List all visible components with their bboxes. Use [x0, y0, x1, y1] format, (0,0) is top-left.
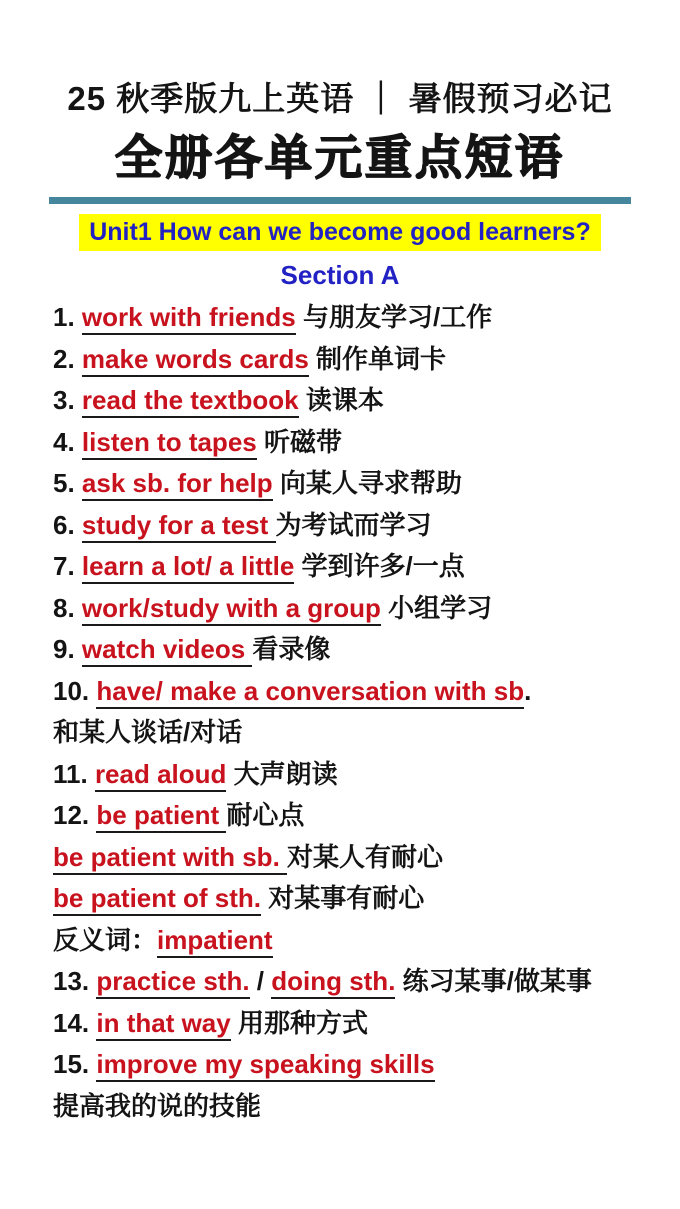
phrase-line [53, 1003, 644, 1045]
text-segment: 4. [53, 426, 82, 457]
phrase-line [53, 878, 644, 920]
english-phrase: in that way [96, 1008, 230, 1041]
text-segment: 对某事有耐心 [261, 883, 425, 913]
text-segment: 为考试而学习 [275, 509, 432, 540]
text-segment: 12. [53, 800, 97, 830]
english-phrase: impatient [157, 925, 273, 958]
phrase-line [53, 1086, 644, 1128]
phrase-line [53, 380, 644, 422]
text-segment: 7. [53, 551, 82, 581]
text-segment: 用那种方式 [230, 1007, 368, 1038]
text-segment: 和某人谈话/对话 [53, 717, 243, 747]
divider-bar [49, 197, 631, 204]
phrase-line [53, 961, 644, 1003]
text-segment: 10. [53, 675, 97, 706]
phrase-line [53, 1044, 644, 1086]
phrase-line [53, 712, 644, 754]
english-phrase: be patient [96, 800, 226, 833]
english-phrase: work with friends [82, 302, 296, 335]
phrase-line [53, 546, 644, 588]
phrase-line [53, 671, 644, 713]
phrase-line [53, 422, 644, 464]
english-phrase: study for a test [82, 510, 276, 543]
phrase-line [53, 588, 644, 630]
english-phrase: read aloud [95, 759, 226, 792]
english-phrase: watch videos [82, 634, 253, 667]
section-heading: Section A [280, 260, 400, 290]
text-segment: 3. [53, 385, 82, 415]
text-segment: 15. [53, 1049, 97, 1079]
phrase-line [53, 837, 644, 879]
english-phrase: read the textbook [82, 385, 299, 418]
text-segment: . [524, 675, 532, 706]
phrase-line [53, 920, 644, 962]
english-phrase: listen to tapes [82, 427, 257, 460]
phrase-line [53, 339, 644, 381]
unit-heading-row [0, 214, 680, 252]
english-phrase: make words cards [82, 344, 309, 377]
text-segment: 听磁带 [256, 426, 342, 457]
unit-heading: Unit1 How can we become good learners? [79, 214, 601, 251]
phrase-line [53, 297, 644, 339]
phrase-line [53, 505, 644, 547]
page-title: 全册各单元重点短语 [115, 131, 565, 184]
text-segment: 看录像 [252, 634, 331, 664]
english-phrase: work/study with a group [82, 593, 381, 626]
text-segment: 9. [53, 634, 82, 664]
text-segment: / [249, 966, 272, 996]
text-segment: 小组学习 [380, 592, 493, 623]
english-phrase: learn a lot/ a little [82, 551, 294, 584]
phrase-list [0, 297, 680, 1127]
text-segment: 5. [53, 468, 82, 498]
text-segment: 2. [53, 343, 82, 374]
text-segment: 13. [53, 966, 97, 996]
page-header: 25 秋季版九上英语 ｜ 暑假预习必记 [67, 80, 613, 117]
text-segment: 1. [53, 302, 82, 332]
english-phrase: ask sb. for help [82, 468, 273, 501]
text-segment: 11. [53, 758, 95, 789]
phrase-line [53, 463, 644, 505]
text-segment: 读课本 [298, 385, 384, 415]
english-phrase: be patient of sth. [53, 883, 261, 916]
text-segment: 6. [53, 509, 82, 540]
text-segment: 提高我的说的技能 [53, 1090, 262, 1121]
english-phrase: doing sth. [271, 966, 395, 999]
phrase-line [53, 629, 644, 671]
english-phrase: have/ make a conversation with sb [96, 676, 524, 709]
text-segment: 8. [53, 592, 82, 623]
text-segment: 与朋友学习/工作 [295, 302, 493, 332]
english-phrase: be patient with sb. [53, 842, 287, 875]
phrase-line [53, 754, 644, 796]
text-segment: 向某人寻求帮助 [272, 468, 462, 498]
english-phrase: practice sth. [96, 966, 249, 999]
text-segment: 大声朗读 [226, 758, 338, 789]
text-segment: 学到许多/一点 [294, 551, 465, 581]
text-segment: 14. [53, 1007, 97, 1038]
text-segment: 反义词： [53, 924, 158, 955]
text-segment: 耐心点 [226, 800, 305, 830]
phrase-line [53, 795, 644, 837]
text-segment: 练习某事/做某事 [395, 966, 592, 996]
text-segment: 对某人有耐心 [287, 841, 444, 872]
english-phrase: improve my speaking skills [96, 1049, 434, 1082]
text-segment: 制作单词卡 [308, 343, 447, 374]
